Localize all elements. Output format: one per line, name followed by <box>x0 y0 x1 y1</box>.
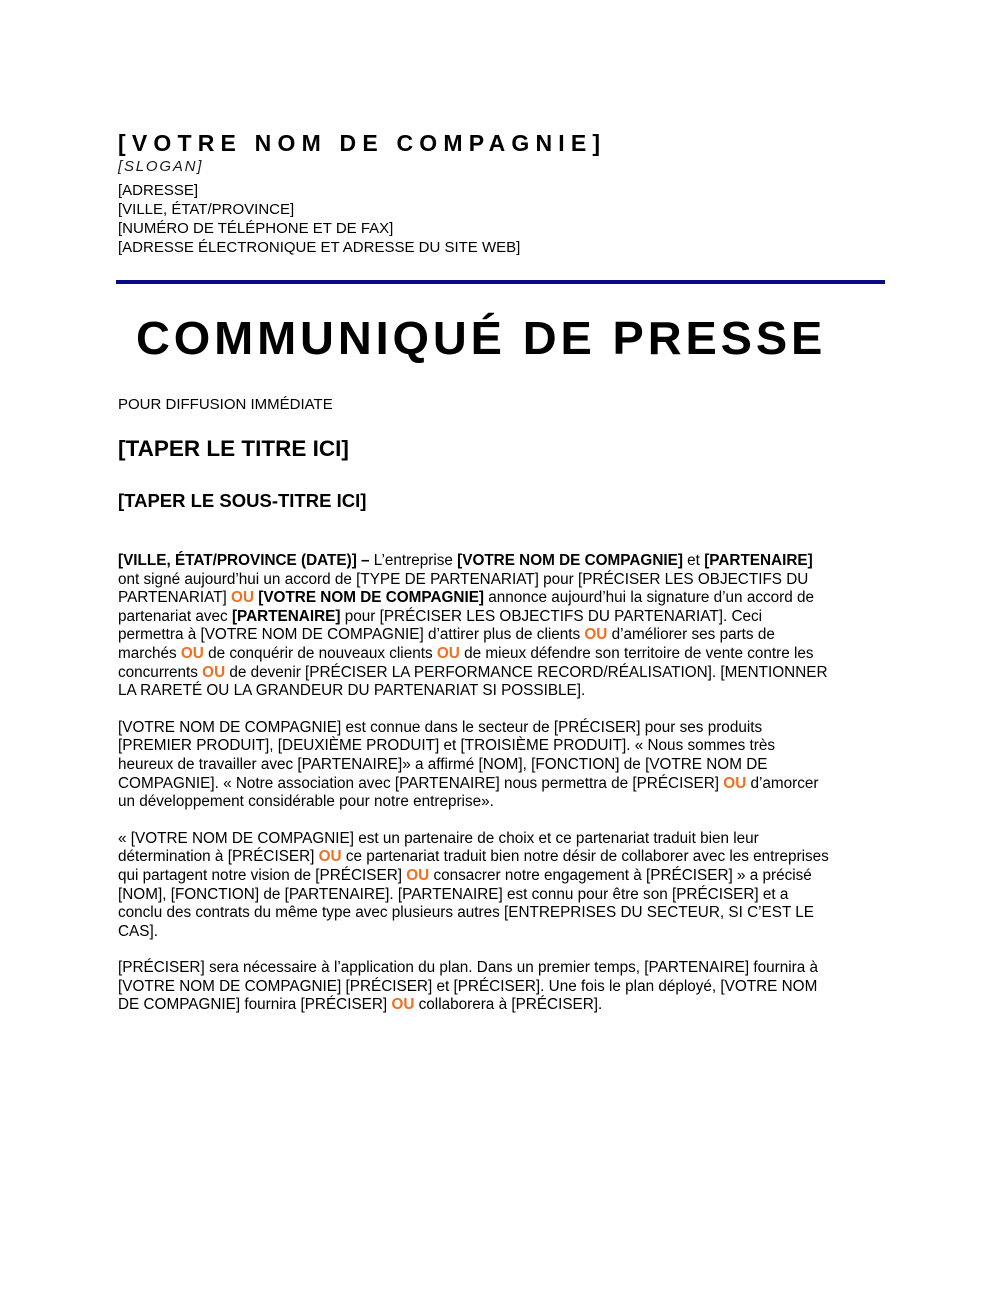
document-title: COMMUNIQUÉ DE PRESSE <box>136 312 827 364</box>
text-run: collaborera à [PRÉCISER]. <box>414 996 603 1014</box>
text-line: [VOTRE NOM DE COMPAGNIE] est connue dans le secteur de [PRÉCISER] pour ses produits <box>118 718 763 736</box>
company-placeholder: [VOTRE NOM DE COMPAGNIE] <box>457 552 683 569</box>
text-line: CAS]. <box>118 922 158 940</box>
text-line: [PRÉCISER] sera nécessaire à l’application du plan. Dans un premier temps, [PARTENAIRE] fournira à <box>118 959 819 977</box>
text-run: annonce aujourd’hui la signature d’un accord de <box>484 589 814 607</box>
headline: [TAPER LE TITRE ICI] <box>118 436 349 461</box>
text-run: et <box>682 552 705 569</box>
or-keyword: OU <box>231 589 254 607</box>
text-line: [NOM], [FONCTION] de [PARTENAIRE]. [PARTENAIRE] est connu pour être son [PRÉCISER] et a <box>118 885 789 903</box>
text-line: LA RARETÉ OU LA GRANDEUR DU PARTENARIAT SI POSSIBLE]. <box>118 682 586 700</box>
text-line <box>118 589 888 608</box>
text-line <box>118 552 888 571</box>
text-line <box>118 867 888 886</box>
city-state-line: [VILLE, ÉTAT/PROVINCE] <box>118 201 295 218</box>
text-line <box>118 848 888 867</box>
or-keyword: OU <box>584 626 608 644</box>
text-line: [PREMIER PRODUIT], [DEUXIÈME PRODUIT] et [TROISIÈME PRODUIT]. « Nous sommes très <box>118 737 776 755</box>
or-keyword: OU <box>391 996 415 1014</box>
text-run: L’entreprise <box>369 552 458 569</box>
text-run: de devenir [PRÉCISER LA PERFORMANCE RECORD/RÉALISATION]. [MENTIONNER <box>225 663 828 681</box>
text-line: « [VOTRE NOM DE COMPAGNIE] est un partenaire de choix et ce partenariat traduit bien leur <box>118 829 759 847</box>
text-run: d’amorcer <box>746 774 819 792</box>
dateline: [VILLE, ÉTAT/PROVINCE (DATE)] – <box>118 552 370 569</box>
text-run: marchés <box>118 644 181 662</box>
text-run: COMPAGNIE]. « Notre association avec [PARTENAIRE] nous permettra de [PRÉCISER] <box>118 774 724 792</box>
contact-block <box>118 181 520 257</box>
text-line: conclu des contrats du même type avec plusieurs autres [ENTREPRISES DU SECTEUR, SI C’EST LE <box>118 904 814 922</box>
or-keyword: OU <box>406 866 430 884</box>
text-run: permettra à [VOTRE NOM DE COMPAGNIE] d’attirer plus de clients <box>118 626 585 644</box>
company-placeholder: [VOTRE NOM DE COMPAGNIE] <box>258 589 485 607</box>
text-line <box>118 608 888 627</box>
text-run: partenariat avec <box>118 607 232 625</box>
partner-placeholder: [PARTENAIRE] <box>231 607 341 625</box>
or-keyword: OU <box>436 644 460 662</box>
text-run: pour [PRÉCISER LES OBJECTIFS DU PARTENARIAT]. Ceci <box>340 607 763 625</box>
text-line: ont signé aujourd’hui un accord de [TYPE DE PARTENARIAT] pour [PRÉCISER LES OBJECTIFS DU <box>118 570 809 588</box>
partner-placeholder: [PARTENAIRE] <box>704 552 813 569</box>
text-run: DE COMPAGNIE] fournira [PRÉCISER] <box>118 996 392 1014</box>
text-run: PARTENARIAT] <box>118 589 232 607</box>
address-line: [ADRESSE] <box>118 182 199 199</box>
paragraph-2 <box>118 719 888 812</box>
text-line: [VOTRE NOM DE COMPAGNIE] [PRÉCISER] et [PRÉCISER]. Une fois le plan déployé, [VOTRE NOM <box>118 977 818 995</box>
press-release-body <box>118 552 888 1033</box>
subheadline: [TAPER LE SOUS-TITRE ICI] <box>118 490 367 511</box>
or-keyword: OU <box>723 774 747 792</box>
text-line <box>118 626 888 645</box>
phone-fax-line: [NUMÉRO DE TÉLÉPHONE ET DE FAX] <box>118 220 394 237</box>
or-keyword: OU <box>202 663 226 681</box>
or-keyword: OU <box>180 644 204 662</box>
text-run: d’améliorer ses parts de <box>607 626 775 644</box>
paragraph-1 <box>118 552 888 701</box>
text-run: consacrer notre engagement à [PRÉCISER] » a précisé <box>429 866 812 884</box>
paragraph-3 <box>118 830 888 942</box>
text-line <box>118 645 888 664</box>
email-website-line: [ADRESSE ÉLECTRONIQUE ET ADRESSE DU SITE WEB] <box>118 239 521 256</box>
slogan: [SLOGAN] <box>118 158 204 175</box>
paragraph-4 <box>118 959 888 1015</box>
text-run: concurrents <box>118 663 203 681</box>
company-name: [VOTRE NOM DE COMPAGNIE] <box>118 130 607 156</box>
text-line <box>118 775 888 794</box>
text-run: de mieux défendre son territoire de vente contre les <box>459 644 814 662</box>
header-divider <box>116 280 885 284</box>
text-run: ce partenariat traduit bien notre désir de collaborer avec les entreprises <box>341 848 829 866</box>
or-keyword: OU <box>318 848 342 866</box>
text-run: détermination à [PRÉCISER] <box>118 848 319 866</box>
text-run: qui partagent notre vision de [PRÉCISER] <box>118 866 407 884</box>
text-line: un développement considérable pour notre entreprise». <box>118 793 494 811</box>
release-tag: POUR DIFFUSION IMMÉDIATE <box>118 396 333 413</box>
text-line: heureux de travailler avec [PARTENAIRE]» a affirmé [NOM], [FONCTION] de [VOTRE NOM DE <box>118 755 768 773</box>
text-run: de conquérir de nouveaux clients <box>203 644 437 662</box>
text-line <box>118 664 888 683</box>
text-line <box>118 996 888 1015</box>
